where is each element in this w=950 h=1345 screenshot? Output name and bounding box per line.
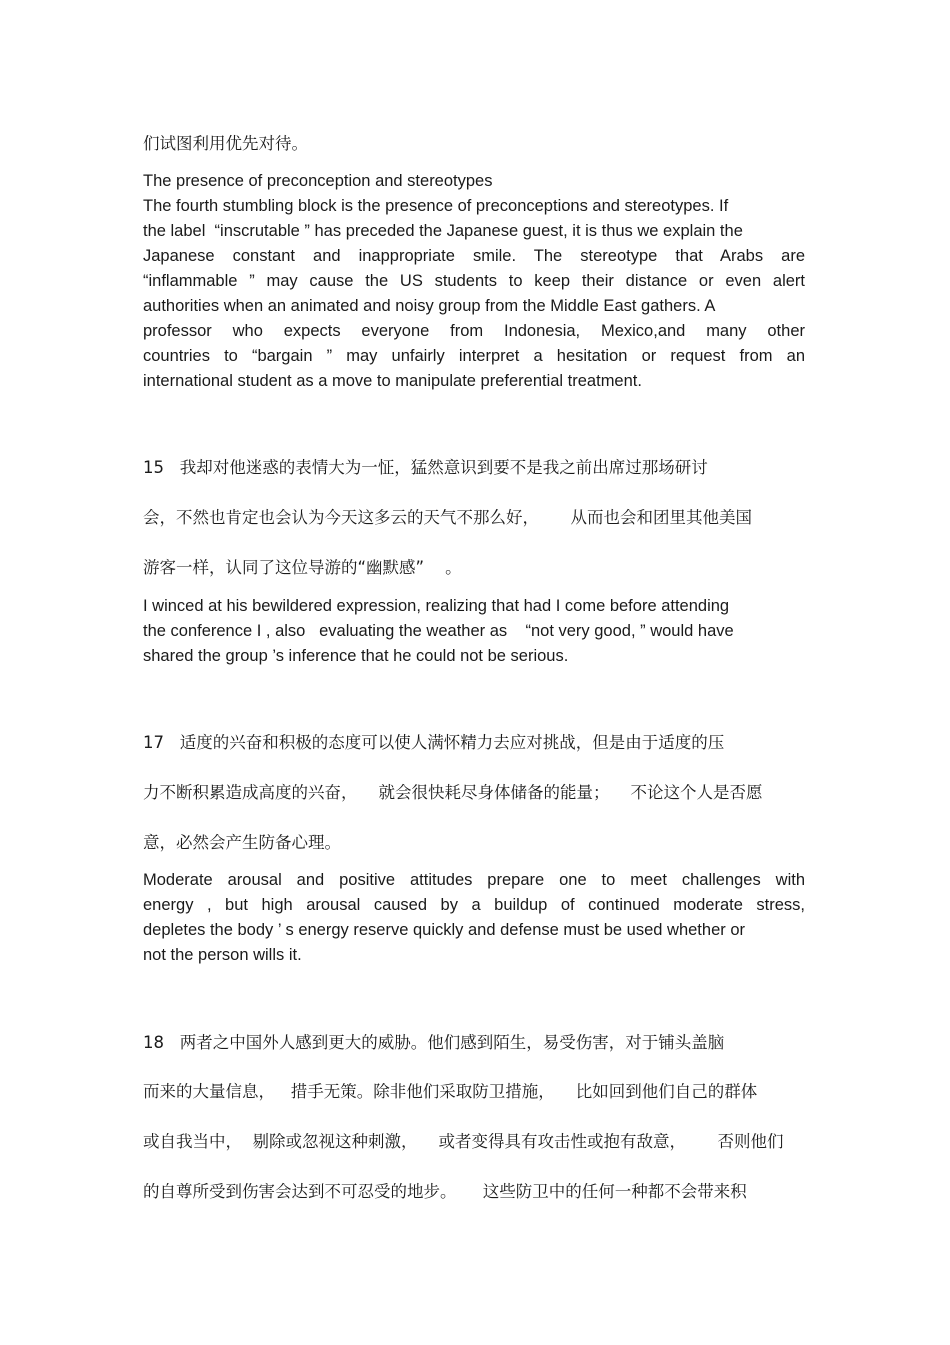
- paragraph-line: The fourth stumbling block is the presence of preconceptions and stereotypes. If: [143, 197, 729, 215]
- english-line: Moderate arousal and positive attitudes prepare one to meet challenges with: [143, 871, 805, 889]
- chinese-line: 18 两者之中国外人感到更大的威胁。他们感到陌生，易受伤害，对于铺头盖脑: [143, 1033, 725, 1052]
- english-line: energy , but high arousal caused by a buildup of continued moderate stress,: [143, 896, 805, 914]
- chinese-line: 15 我却对他迷惑的表情大为一怔，猛然意识到要不是我之前出席过那场研讨: [143, 458, 708, 477]
- chinese-line: 的自尊所受到伤害会达到不可忍受的地步。 这些防卫中的任何一种都不会带来积: [143, 1182, 747, 1201]
- paragraph-line: Japanese constant and inappropriate smile. The stereotype that Arabs are: [143, 247, 805, 265]
- paragraph-line: international student as a move to manipulate preferential treatment.: [143, 372, 642, 390]
- english-line: the conference I , also evaluating the weather as “not very good, ” would have: [143, 622, 734, 640]
- english-line: not the person wills it.: [143, 946, 302, 964]
- chinese-line: 而来的大量信息， 措手无策。除非他们采取防卫措施， 比如回到他们自己的群体: [143, 1082, 758, 1101]
- chinese-line: 意，必然会产生防备心理。: [143, 833, 341, 852]
- english-line: I winced at his bewildered expression, realizing that had I come before attending: [143, 597, 730, 615]
- intro-line: 们试图利用优先对待。: [143, 134, 308, 153]
- chinese-line: 游客一样，认同了这位导游的“幽默感” 。: [143, 558, 462, 577]
- english-line: shared the group ’s inference that he could not be serious.: [143, 647, 569, 665]
- paragraph-line: countries to “bargain ” may unfairly interpret a hesitation or request from an: [143, 347, 805, 365]
- paragraph-line: professor who expects everyone from Indonesia, Mexico,and many other: [143, 322, 805, 340]
- chinese-line: 会，不然也肯定也会认为今天这多云的天气不那么好， 从而也会和团里其他美国: [143, 508, 752, 527]
- section-heading: The presence of preconception and stereotypes: [143, 172, 493, 190]
- paragraph-line: “inflammable ” may cause the US students to keep their distance or even alert: [143, 272, 805, 290]
- chinese-line: 或自我当中， 剔除或忽视这种刺激， 或者变得具有攻击性或抱有敌意， 否则他们: [143, 1132, 784, 1151]
- paragraph-line: authorities when an animated and noisy group from the Middle East gathers. A: [143, 297, 716, 315]
- english-line: depletes the body ’ s energy reserve quickly and defense must be used whether or: [143, 921, 745, 939]
- chinese-line: 17 适度的兴奋和积极的态度可以使人满怀精力去应对挑战，但是由于适度的压: [143, 733, 725, 752]
- chinese-line: 力不断积累造成高度的兴奋， 就会很快耗尽身体储备的能量； 不论这个人是否愿: [143, 783, 763, 802]
- paragraph-line: the label “inscrutable ” has preceded the Japanese guest, it is thus we explain the: [143, 222, 743, 240]
